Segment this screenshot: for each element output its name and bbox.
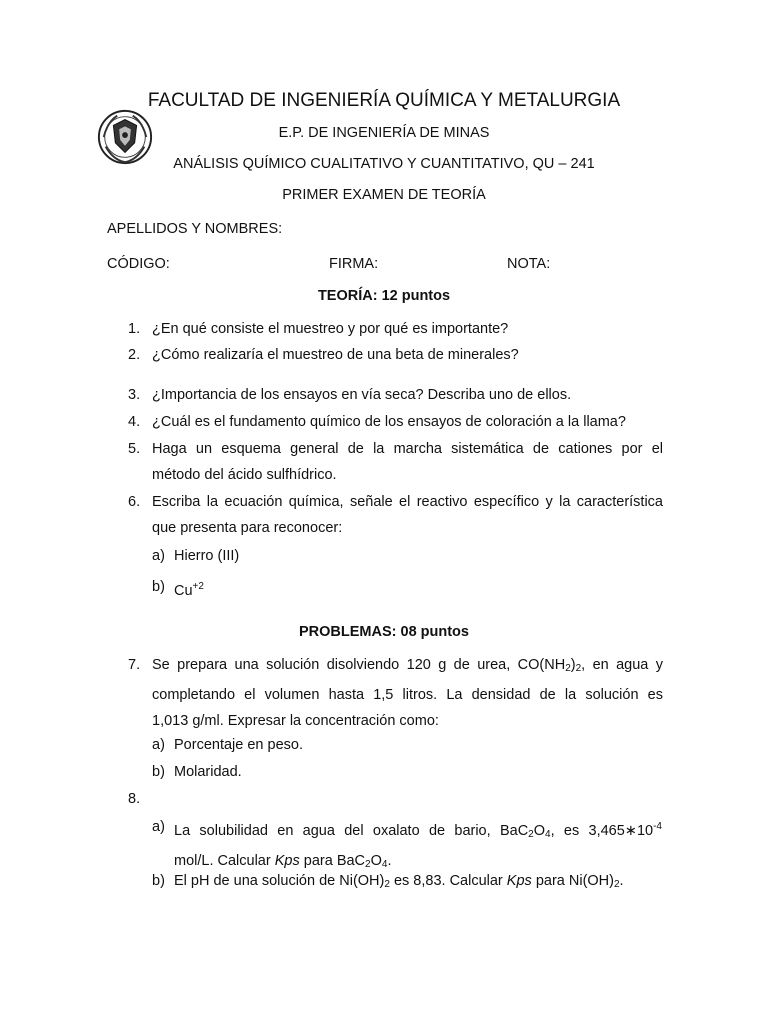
question-text: ¿Importancia de los ensayos en vía seca? Describa uno de ellos. (152, 387, 572, 403)
text-run: O (533, 823, 546, 839)
exam-title: PRIMER EXAMEN DE TEORÍA (282, 187, 486, 203)
school-name: E.P. DE INGENIERÍA DE MINAS (278, 125, 490, 141)
subitem-text (174, 574, 662, 604)
question-line: que presenta para reconocer: (152, 520, 343, 536)
text-run: . (619, 873, 624, 889)
subscript: 2 (613, 879, 620, 890)
question-number: 5. (128, 441, 141, 457)
question-text: ¿Cuál es el fundamento químico de los ensayos de coloración a la llama? (152, 414, 626, 430)
subitem-letter: b) (152, 764, 165, 780)
code-label: CÓDIGO: (107, 256, 170, 272)
subitem-letter: b) (152, 579, 165, 595)
question-line (174, 814, 662, 848)
subscript: 4 (381, 859, 388, 870)
question-line: 1,013 g/ml. Expresar la concentración como: (152, 713, 439, 729)
question-line: completando el volumen hasta 1,5 litros. La densidad de la solución es (152, 687, 663, 703)
text-run: La solubilidad en agua del oxalato de bario, BaC (174, 823, 529, 839)
grade-label: NOTA: (507, 256, 551, 272)
text-run: es 8,83. Calcular (389, 873, 507, 889)
question-line: Escriba la ecuación química, señale el reactivo específico y la característica (152, 494, 663, 510)
subscript: 2 (528, 829, 534, 840)
text-run: para BaC (299, 853, 366, 869)
subscript: 4 (545, 829, 551, 840)
text-run: , es 3,465∗10 (550, 823, 654, 839)
question-number: 2. (128, 347, 141, 363)
subscript: 2 (365, 859, 371, 870)
subitem-text: Porcentaje en peso. (174, 737, 303, 753)
text-run: ) (570, 657, 576, 673)
text-run: , en agua y (581, 657, 664, 673)
subitem-letter: a) (152, 737, 165, 753)
subitem-letter: b) (152, 873, 165, 889)
kps-term: Kps (274, 853, 300, 869)
question-number: 4. (128, 414, 141, 430)
question-text (152, 489, 663, 541)
text-run: para Ni(OH) (531, 873, 614, 889)
question-line (152, 652, 663, 682)
kps-term: Kps (506, 873, 532, 889)
subitem-text (174, 868, 662, 898)
question-number: 3. (128, 387, 141, 403)
question-8a (152, 814, 662, 870)
question-number: 7. (128, 657, 141, 673)
question-text (152, 652, 663, 734)
text-run: . (387, 853, 392, 869)
subscript: 2 (565, 663, 571, 674)
text-run: El pH de una solución de Ni(OH) (174, 873, 385, 889)
question-5 (128, 436, 663, 488)
subitem-letter: a) (152, 548, 165, 564)
subscript: 2 (575, 663, 582, 674)
course-name: ANÁLISIS QUÍMICO CUALITATIVO Y CUANTITATIVO, QU – 241 (173, 156, 595, 172)
question-number: 8. (128, 791, 141, 807)
names-label: APELLIDOS Y NOMBRES: (107, 221, 283, 237)
question-text: ¿En qué consiste el muestreo y por qué es importante? (152, 321, 509, 337)
signature-label: FIRMA: (329, 256, 379, 272)
subscript: 2 (384, 879, 390, 890)
subitem-text: Molaridad. (174, 764, 242, 780)
question-number: 1. (128, 321, 141, 337)
question-line (174, 853, 391, 869)
question-text (152, 436, 663, 488)
text-run: Se prepara una solución disolviendo 120 g de urea, CO(NH (152, 657, 566, 673)
theory-heading: TEORÍA: 12 puntos (317, 288, 451, 304)
question-line: Haga un esquema general de la marcha sistemática de cationes por el (152, 441, 663, 457)
superscript: -4 (653, 821, 662, 832)
question-7 (128, 652, 663, 730)
faculty-title: FACULTAD DE INGENIERÍA QUÍMICA Y METALURGIA (147, 90, 621, 111)
subitem-text: Hierro (III) (174, 548, 240, 564)
text-run: mol/L. Calcular (174, 853, 275, 869)
ion-symbol: Cu (174, 583, 193, 599)
question-number: 6. (128, 494, 141, 510)
text-run: O (370, 853, 382, 869)
question-line: método del ácido sulfhídrico. (152, 467, 337, 483)
question-text: ¿Cómo realizaría el muestreo de una beta de minerales? (152, 347, 519, 363)
problems-heading: PROBLEMAS: 08 puntos (299, 624, 469, 640)
subitem-letter: a) (152, 819, 165, 835)
ion-charge: +2 (192, 581, 204, 592)
question-6 (128, 489, 663, 541)
